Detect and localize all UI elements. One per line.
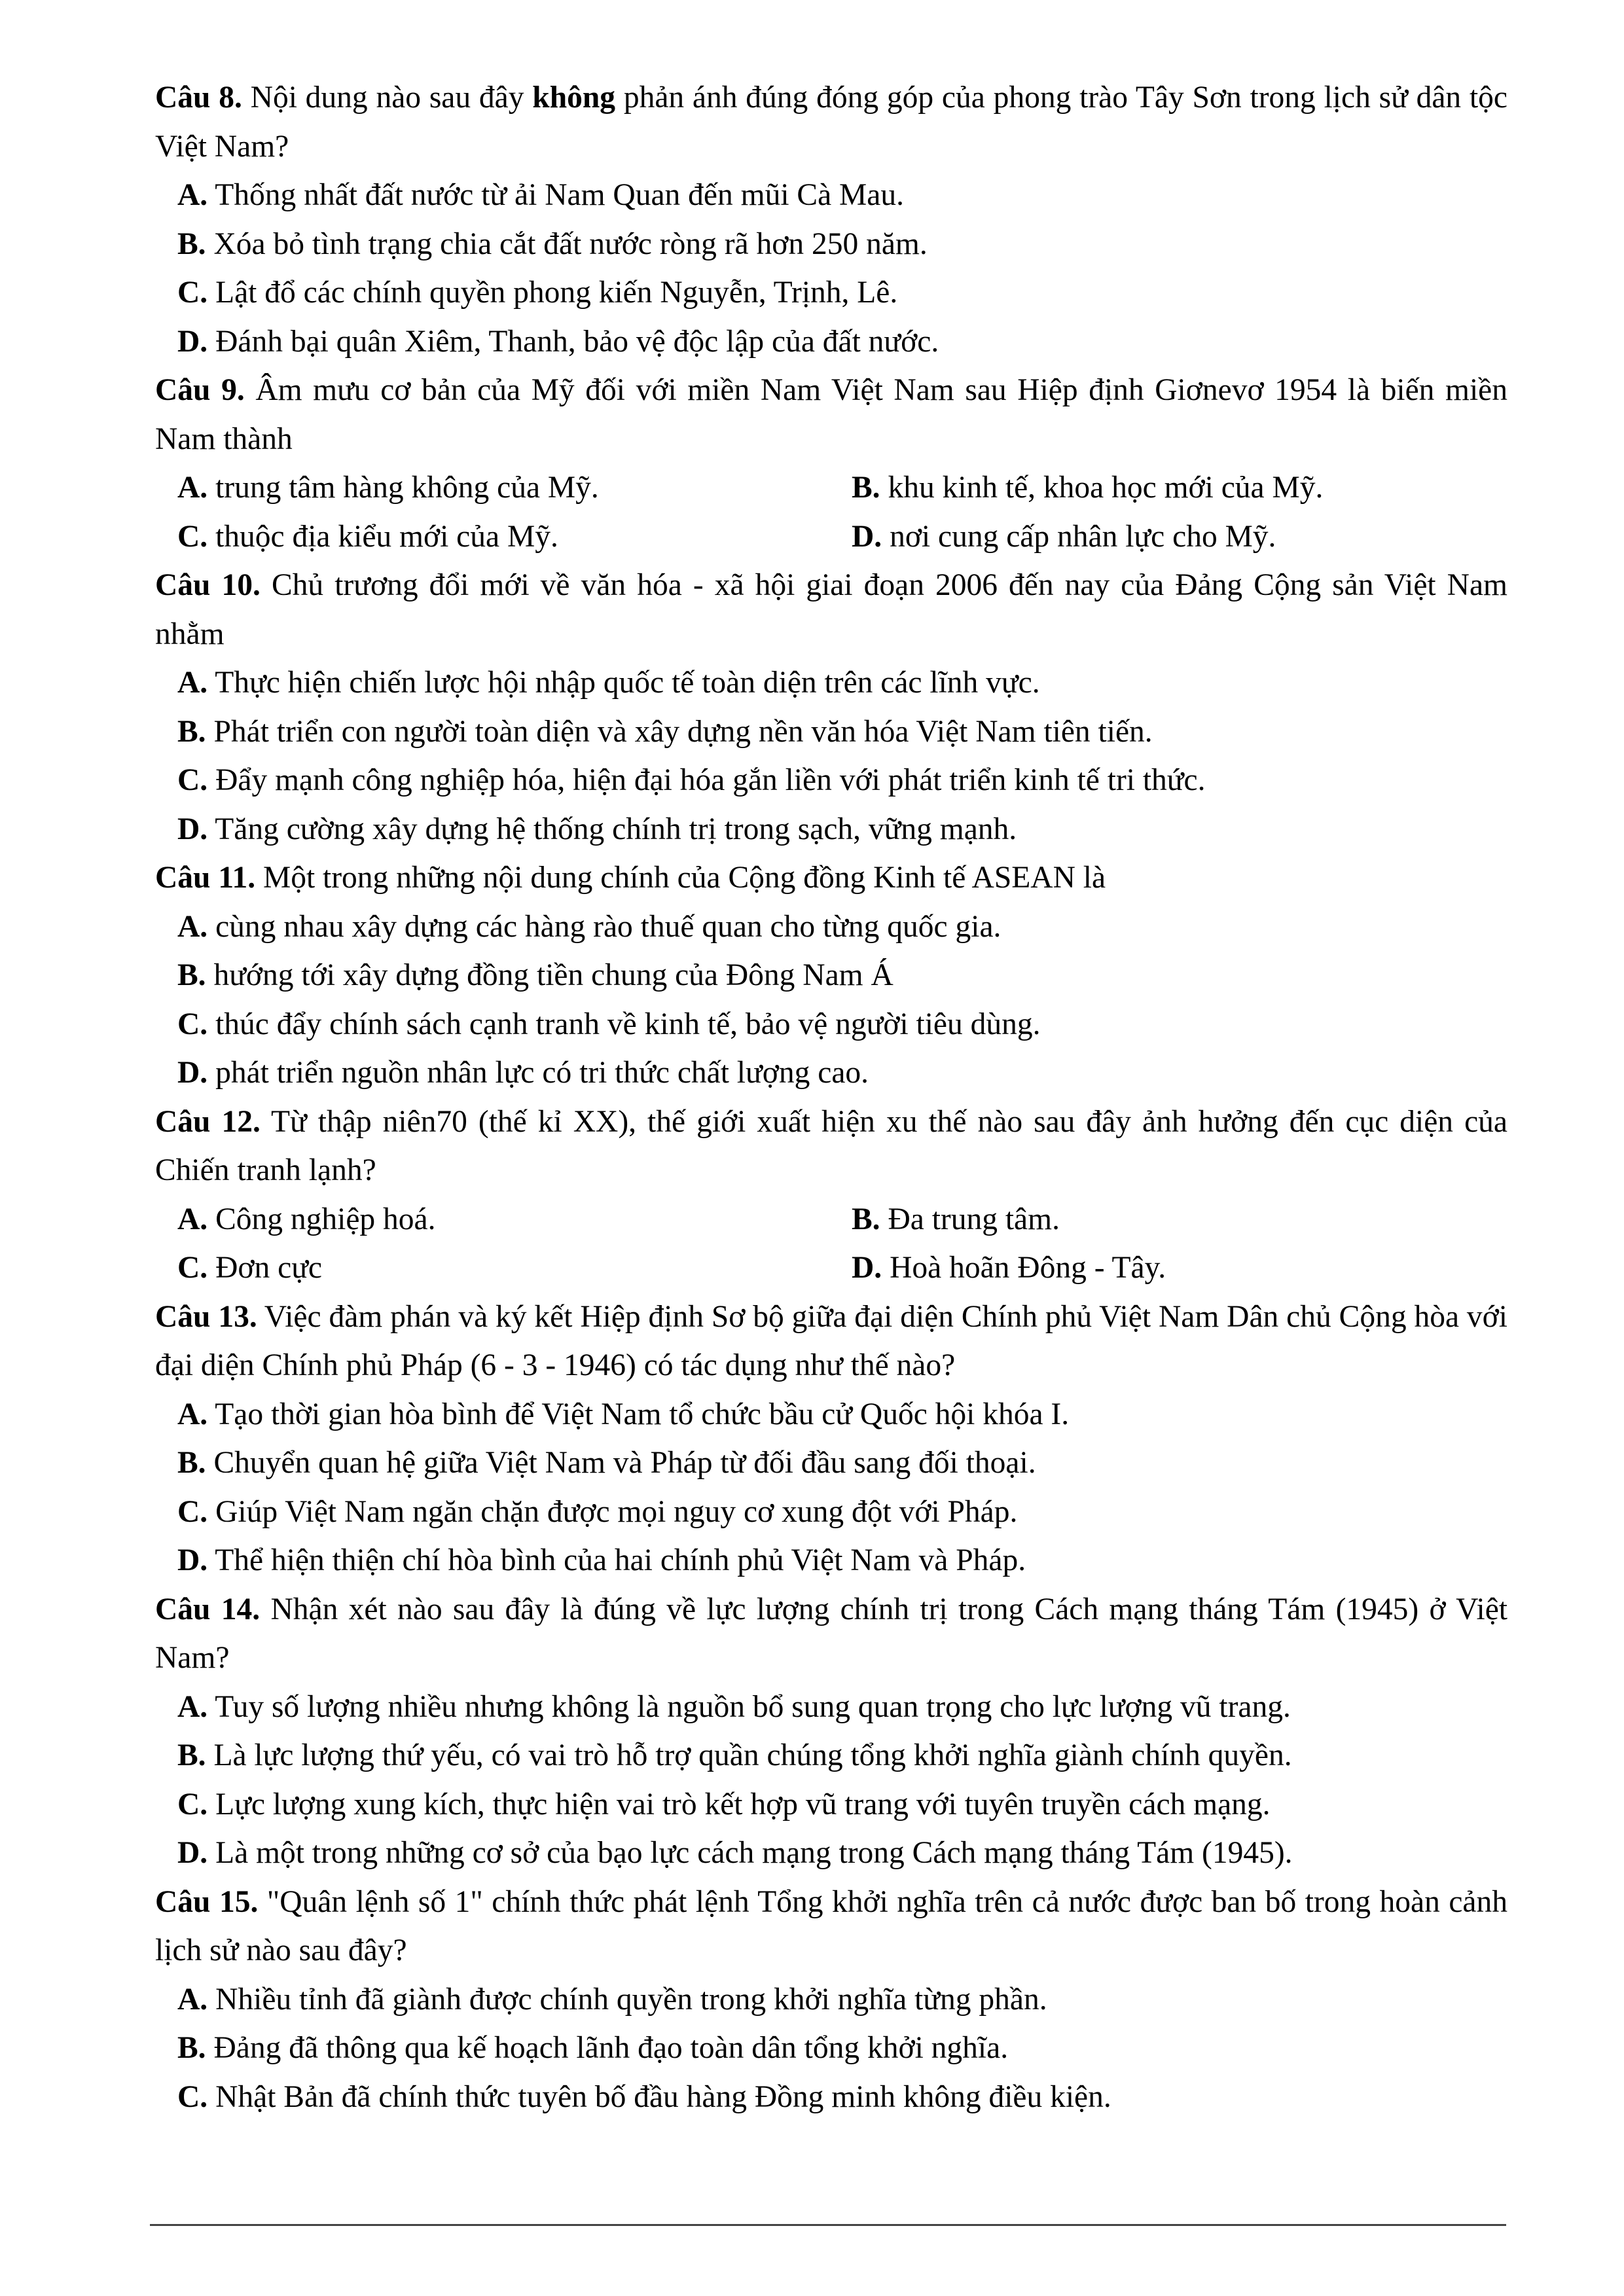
answer-option-a xyxy=(155,1195,829,1244)
option-key: D. xyxy=(177,1836,208,1870)
stem-text: Từ thập niên70 (thế kỉ XX), thế giới xuất hiện xu thế nào sau đây ảnh hưởng đến cục diện của Chiến tranh lạnh? xyxy=(155,1104,1507,1187)
option-text: Thống nhất đất nước từ ải Nam Quan đến mũi Cà Mau. xyxy=(215,178,904,212)
answer-option-c xyxy=(155,1244,829,1293)
option-text: Tạo thời gian hòa bình để Việt Nam tổ chức bầu cử Quốc hội khóa I. xyxy=(215,1397,1070,1431)
option-text: Lực lượng xung kích, thực hiện vai trò kết hợp vũ trang với tuyên truyền cách mạng. xyxy=(215,1787,1271,1821)
answer-option-c xyxy=(155,1488,1507,1537)
question-stem xyxy=(155,1293,1507,1390)
option-text: Nhiều tỉnh đã giành được chính quyền trong khởi nghĩa từng phần. xyxy=(215,1982,1047,2017)
option-key: A. xyxy=(177,1689,208,1724)
question-label: Câu 13. xyxy=(155,1299,257,1334)
question-label: Câu 15. xyxy=(155,1884,259,1919)
answer-options xyxy=(155,1390,1507,1585)
stem-emphasis: không xyxy=(532,81,616,115)
option-key: C. xyxy=(177,519,208,554)
option-text: Hoà hoãn Đông - Tây. xyxy=(890,1251,1166,1285)
question-11 xyxy=(155,853,1507,1098)
answer-option-c xyxy=(155,512,829,562)
answer-option-b xyxy=(155,2024,1507,2073)
option-text: Chuyển quan hệ giữa Việt Nam và Pháp từ đối đầu sang đối thoại. xyxy=(213,1446,1036,1480)
option-text: khu kinh tế, khoa học mới của Mỹ. xyxy=(888,471,1324,505)
option-key: A. xyxy=(177,178,208,212)
answer-options xyxy=(155,1975,1507,2122)
option-text: cùng nhau xây dựng các hàng rào thuế quan cho từng quốc gia. xyxy=(215,909,1001,944)
option-key: D. xyxy=(177,324,208,359)
stem-text: Chủ trương đổi mới về văn hóa - xã hội giai đoạn 2006 đến nay của Đảng Cộng sản Việt Nam nhằm xyxy=(155,568,1508,651)
option-text: trung tâm hàng không của Mỹ. xyxy=(215,471,599,505)
answer-option-a xyxy=(155,903,1507,952)
stem-text: Nhận xét nào sau đây là đúng về lực lượng chính trị trong Cách mạng tháng Tám (1945) ở Việt Nam? xyxy=(155,1592,1507,1675)
option-text: Giúp Việt Nam ngăn chặn được mọi nguy cơ xung đột với Pháp. xyxy=(215,1494,1018,1529)
question-8 xyxy=(155,73,1507,366)
answer-option-b xyxy=(829,463,1507,512)
option-key: C. xyxy=(177,1494,208,1529)
option-key: B. xyxy=(177,1446,206,1480)
question-13 xyxy=(155,1293,1507,1585)
question-stem xyxy=(155,1878,1507,1975)
option-text: Đảng đã thông qua kế hoạch lãnh đạo toàn dân tổng khởi nghĩa. xyxy=(213,2031,1009,2065)
option-key: C. xyxy=(177,2079,208,2114)
option-text: hướng tới xây dựng đồng tiền chung của Đông Nam Á xyxy=(213,958,893,992)
answer-option-c xyxy=(155,1780,1507,1829)
answer-option-d xyxy=(829,512,1507,562)
question-10 xyxy=(155,561,1507,853)
question-label: Câu 8. xyxy=(155,81,242,115)
stem-part: Nội dung nào sau đây xyxy=(250,81,533,115)
option-text: Phát triển con người toàn diện và xây dựng nền văn hóa Việt Nam tiên tiến. xyxy=(213,714,1153,749)
option-key: A. xyxy=(177,1397,208,1431)
answer-option-b xyxy=(155,951,1507,1000)
answer-option-c xyxy=(155,2073,1507,2122)
option-key: D. xyxy=(852,1251,882,1285)
question-label: Câu 14. xyxy=(155,1592,261,1626)
option-key: C. xyxy=(177,276,208,310)
option-key: C. xyxy=(177,763,208,797)
answer-option-b xyxy=(829,1195,1507,1244)
option-text: phát triển nguồn nhân lực có tri thức chất lượng cao. xyxy=(215,1056,869,1090)
answer-option-b xyxy=(155,708,1507,757)
answer-option-c xyxy=(155,268,1507,317)
answer-options xyxy=(155,463,1507,561)
answer-option-a xyxy=(155,171,1507,220)
exam-page xyxy=(155,73,1507,2121)
option-key: B. xyxy=(852,1202,880,1236)
option-text: Đẩy mạnh công nghiệp hóa, hiện đại hóa gắn liền với phát triển kinh tế tri thức. xyxy=(215,763,1206,797)
answer-option-a xyxy=(155,1683,1507,1732)
answer-option-c xyxy=(155,1000,1507,1049)
question-stem xyxy=(155,366,1507,463)
answer-option-d xyxy=(155,1049,1507,1098)
option-key: B. xyxy=(177,958,206,992)
option-key: A. xyxy=(177,471,208,505)
answer-option-d xyxy=(155,1829,1507,1878)
answer-option-b xyxy=(155,1439,1507,1488)
option-key: D. xyxy=(177,812,208,846)
option-key: A. xyxy=(177,1202,208,1236)
option-text: Thể hiện thiện chí hòa bình của hai chính phủ Việt Nam và Pháp. xyxy=(215,1543,1026,1577)
answer-option-b xyxy=(155,220,1507,269)
option-key: B. xyxy=(177,1738,206,1772)
option-text: Lật đổ các chính quyền phong kiến Nguyễn, Trịnh, Lê. xyxy=(215,276,898,310)
stem-text: Âm mưu cơ bản của Mỹ đối với miền Nam Việt Nam sau Hiệp định Giơnevơ 1954 là biến miền Nam thành xyxy=(155,373,1507,456)
stem-text: "Quân lệnh số 1" chính thức phát lệnh Tổng khởi nghĩa trên cả nước được ban bố trong hoàn cảnh lịch sử nào sau đây? xyxy=(155,1884,1507,1967)
answer-options xyxy=(155,903,1507,1098)
stem-part: phản ánh đúng đóng góp của phong trào Tây Sơn trong lịch sử dân tộc Việt Nam? xyxy=(155,81,1507,164)
option-key: C. xyxy=(177,1007,208,1041)
option-key: B. xyxy=(177,714,206,749)
question-label: Câu 9. xyxy=(155,373,245,407)
answer-option-a xyxy=(155,1975,1507,2024)
option-key: A. xyxy=(177,1982,208,2017)
question-15 xyxy=(155,1878,1507,2122)
option-key: B. xyxy=(177,226,206,261)
option-text: Nhật Bản đã chính thức tuyên bố đầu hàng Đồng minh không điều kiện. xyxy=(215,2079,1111,2114)
question-label: Câu 12. xyxy=(155,1104,261,1139)
stem-text: Việc đàm phán và ký kết Hiệp định Sơ bộ giữa đại diện Chính phủ Việt Nam Dân chủ Cộng hòa với đại diện Chính phủ Pháp (6 - 3 - 1946) có tác dụng như thế nào? xyxy=(155,1299,1507,1382)
question-stem xyxy=(155,73,1507,171)
answer-option-d xyxy=(155,317,1507,367)
option-key: D. xyxy=(177,1543,208,1577)
option-key: C. xyxy=(177,1251,208,1285)
option-text: Là một trong những cơ sở của bạo lực cách mạng trong Cách mạng tháng Tám (1945). xyxy=(215,1836,1293,1870)
answer-options xyxy=(155,1683,1507,1878)
footer-divider xyxy=(150,2224,1506,2226)
answer-options xyxy=(155,1195,1507,1293)
question-stem xyxy=(155,1098,1507,1195)
question-stem xyxy=(155,853,1507,903)
option-key: D. xyxy=(852,519,882,554)
question-14 xyxy=(155,1585,1507,1878)
question-9 xyxy=(155,366,1507,561)
option-text: thúc đẩy chính sách cạnh tranh về kinh tế, bảo vệ người tiêu dùng. xyxy=(215,1007,1041,1041)
option-text: Công nghiệp hoá. xyxy=(215,1202,436,1236)
answer-option-a xyxy=(155,463,829,512)
answer-option-d xyxy=(155,1536,1507,1585)
question-label: Câu 10. xyxy=(155,568,261,602)
option-text: Là lực lượng thứ yếu, có vai trò hỗ trợ quần chúng tổng khởi nghĩa giành chính quyền. xyxy=(213,1738,1292,1772)
answer-option-a xyxy=(155,1390,1507,1439)
question-stem xyxy=(155,1585,1507,1683)
option-text: Tăng cường xây dựng hệ thống chính trị trong sạch, vững mạnh. xyxy=(215,812,1017,846)
question-12 xyxy=(155,1098,1507,1293)
option-key: B. xyxy=(177,2031,206,2065)
stem-text: Một trong những nội dung chính của Cộng đồng Kinh tế ASEAN là xyxy=(262,861,1106,895)
answer-option-a xyxy=(155,658,1507,708)
answer-option-d xyxy=(829,1244,1507,1293)
answer-options xyxy=(155,171,1507,366)
answer-option-d xyxy=(155,805,1507,854)
option-text: Xóa bỏ tình trạng chia cắt đất nước ròng rã hơn 250 năm. xyxy=(213,226,928,261)
option-text: thuộc địa kiểu mới của Mỹ. xyxy=(215,519,558,554)
option-text: Đánh bại quân Xiêm, Thanh, bảo vệ độc lập của đất nước. xyxy=(215,324,939,359)
question-stem xyxy=(155,561,1507,658)
answer-option-b xyxy=(155,1731,1507,1780)
option-text: Đa trung tâm. xyxy=(888,1202,1060,1236)
option-key: D. xyxy=(177,1056,208,1090)
option-key: C. xyxy=(177,1787,208,1821)
option-key: B. xyxy=(852,471,880,505)
answer-option-c xyxy=(155,756,1507,805)
question-label: Câu 11. xyxy=(155,861,256,895)
option-key: A. xyxy=(177,666,208,700)
option-text: nơi cung cấp nhân lực cho Mỹ. xyxy=(890,519,1276,554)
option-text: Thực hiện chiến lược hội nhập quốc tế toàn diện trên các lĩnh vực. xyxy=(215,666,1040,700)
option-key: A. xyxy=(177,909,208,944)
option-text: Tuy số lượng nhiều nhưng không là nguồn bổ sung quan trọng cho lực lượng vũ trang. xyxy=(215,1689,1291,1724)
option-text: Đơn cực xyxy=(215,1251,323,1285)
answer-options xyxy=(155,658,1507,853)
